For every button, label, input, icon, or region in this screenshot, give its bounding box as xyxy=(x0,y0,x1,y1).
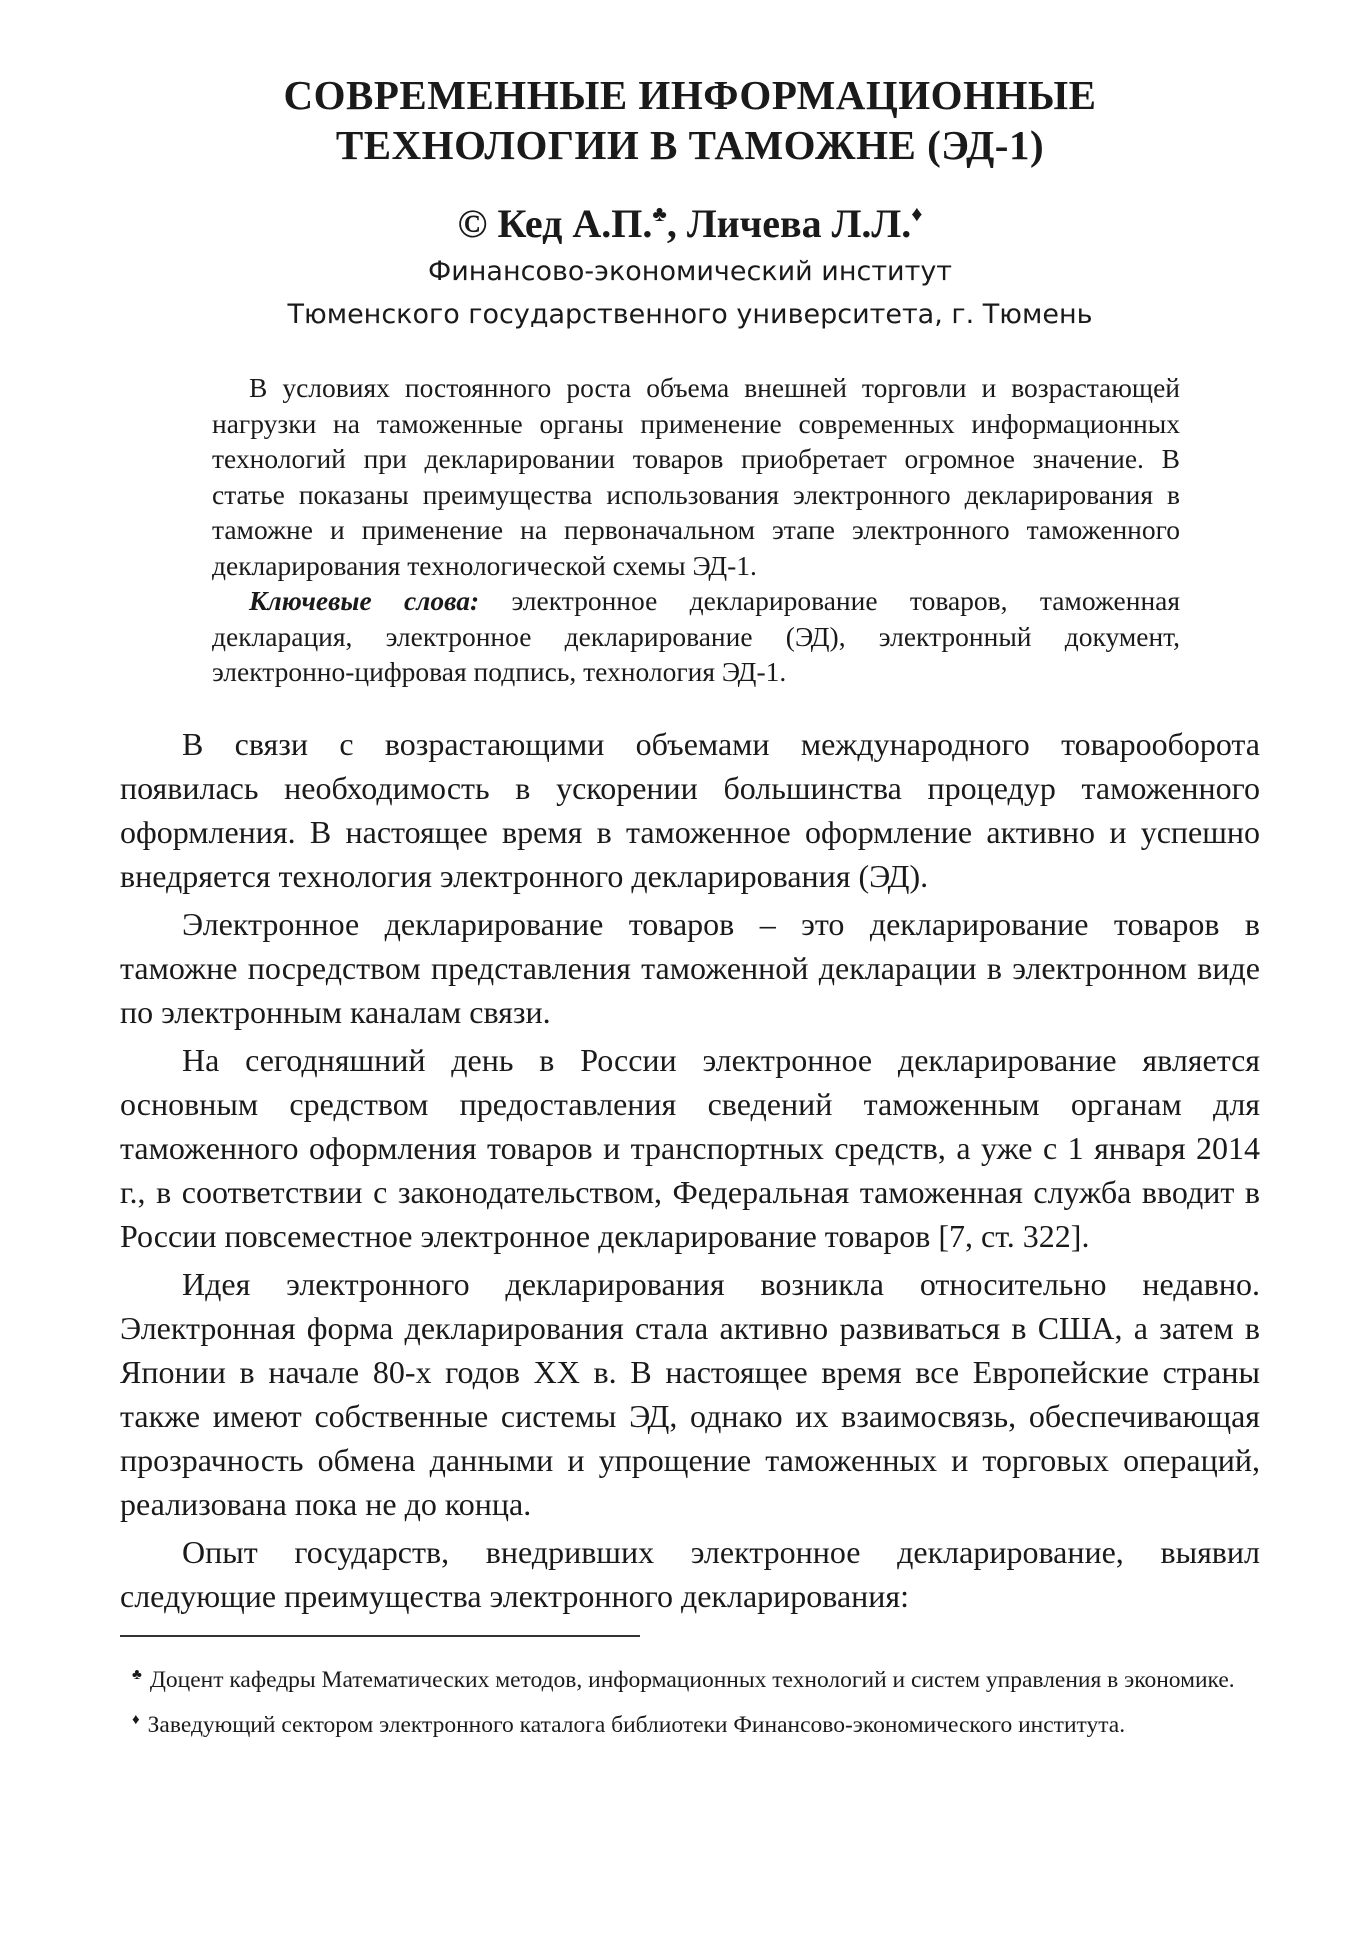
author-1: Кед А.П. xyxy=(497,201,653,246)
title-line-2: ТЕХНОЛОГИИ В ТАМОЖНЕ (ЭД-1) xyxy=(335,122,1045,168)
footnote-1-mark: ♣ xyxy=(132,1667,142,1683)
article-title xyxy=(120,70,1260,170)
footnote-divider xyxy=(120,1635,640,1637)
abstract-block xyxy=(212,370,1180,690)
body-paragraph: Электронное декларирование товаров – это декларирование товаров в таможне посредством представления таможенной декларации в электронном виде по электронным каналам связи. xyxy=(120,905,1260,1030)
body-paragraph: На сегодняшний день в России электронное декларирование является основным средством предоставления сведений таможенным органам для таможенного оформления товаров и транспортных средств, а уже с 1 января 2014 г., в соответствии с законодательством, Федеральная таможенная служба вводит в России повсеместное электронное декларирование товаров [7, ст. 322]. xyxy=(120,1041,1260,1254)
copyright-sign: © xyxy=(457,201,488,246)
footnote-2 xyxy=(120,1703,1260,1742)
author-1-footnote-mark: ♣ xyxy=(652,201,667,226)
author-2-footnote-mark: ♦ xyxy=(911,201,923,226)
footnote-1-text: Доцент кафедры Математических методов, информационных технологий и систем управления в экономике. xyxy=(149,1667,1235,1693)
body-paragraph: В связи с возрастающими объемами международного товарооборота появилась необходимость в ускорении большинства процедур таможенного оформления. В настоящее время в таможенное оформление активно и успешно внедряется технология электронного декларирования (ЭД). xyxy=(120,725,1260,894)
affiliation-line-2: Тюменского государственного университета, г. Тюмень xyxy=(287,299,1093,330)
footnote-1 xyxy=(120,1658,1260,1697)
body-paragraph: Опыт государств, внедривших электронное декларирование, выявил следующие преимущества электронного декларирования: xyxy=(120,1533,1260,1614)
footnote-2-mark: ♦ xyxy=(132,1712,140,1728)
authors-separator: , xyxy=(666,201,677,246)
authors-line xyxy=(120,188,1260,250)
body-paragraph: Идея электронного декларирования возникла относительно недавно. Электронная форма декларирования стала активно развиваться в США, а затем в Японии в начале 80-х годов XX в. В настоящее время все Европейские страны также имеют собственные системы ЭД, однако их взаимосвязь, обеспечивающая прозрачность обмена данными и упрощение таможенных и торговых операций, реализована пока не до конца. xyxy=(120,1265,1260,1522)
article-body xyxy=(120,722,1260,1618)
abstract-text: В условиях постоянного роста объема внешней торговли и возрастающей нагрузки на таможенные органы применение современных информационных технологий при декларировании товаров приобретает огромное значение. В статье показаны преимущества использования электронного декларирования в таможне и применение на первоначальном этапе электронного таможенного декларирования технологической схемы ЭД-1. xyxy=(212,372,1180,581)
title-line-1: СОВРЕМЕННЫЕ ИНФОРМАЦИОННЫЕ xyxy=(283,72,1097,118)
footnote-2-text: Заведующий сектором электронного каталога библиотеки Финансово-экономического института. xyxy=(147,1712,1126,1738)
keywords-text: электронное декларирование товаров, таможенная декларация, электронное декларирование (ЭД), электронный документ, электронно-цифровая подпись, технология ЭД-1. xyxy=(212,585,1181,687)
author-2: Личева Л.Л. xyxy=(686,201,912,246)
affiliation xyxy=(120,250,1260,336)
affiliation-line-1: Финансово-экономический институт xyxy=(427,256,953,287)
keywords-label: Ключевые слова: xyxy=(249,585,480,616)
article-page xyxy=(120,60,1260,1738)
keywords xyxy=(212,583,1180,690)
footnotes xyxy=(120,1658,1260,1748)
